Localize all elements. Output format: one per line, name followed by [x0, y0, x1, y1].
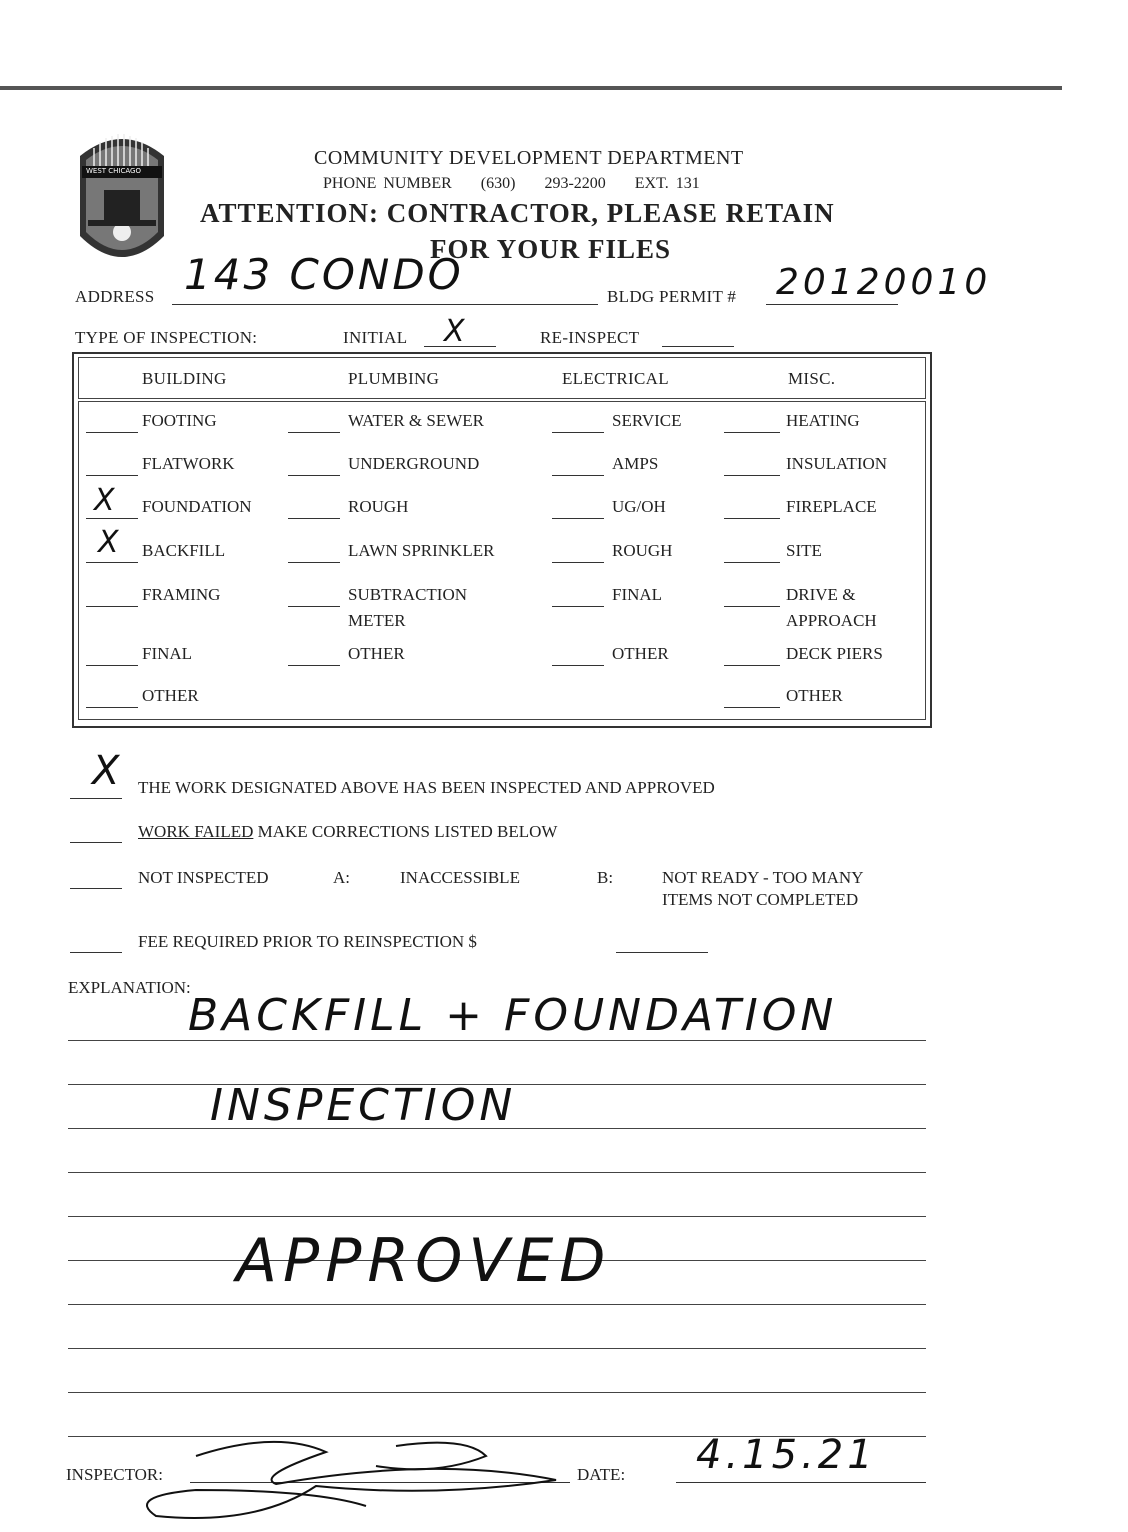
checkbox-flatwork[interactable]	[86, 475, 138, 476]
phone-label: PHONE NUMBER	[323, 175, 452, 192]
checkbox-misc-other[interactable]	[724, 707, 780, 708]
permit-label: BLDG PERMIT #	[607, 287, 737, 306]
item-amps: AMPS	[612, 454, 659, 473]
mark-foundation: X	[94, 483, 115, 518]
explanation-text-3: APPROVED	[236, 1226, 612, 1296]
item-plumbing-other: OTHER	[348, 644, 405, 663]
checkbox-insulation[interactable]	[724, 475, 780, 476]
checkbox-site[interactable]	[724, 562, 780, 563]
checkbox-amps[interactable]	[552, 475, 604, 476]
checkbox-building-final[interactable]	[86, 665, 138, 666]
checkbox-building-other[interactable]	[86, 707, 138, 708]
item-lawn-sprinkler: LAWN SPRINKLER	[348, 541, 495, 560]
inspector-signature	[136, 1436, 596, 1526]
column-electrical: ELECTRICAL	[562, 369, 669, 388]
item-fireplace: FIREPLACE	[786, 497, 877, 516]
address-line	[172, 304, 598, 305]
item-site: SITE	[786, 541, 822, 560]
initial-label: INITIAL	[343, 328, 408, 347]
checkbox-plumbing-rough[interactable]	[288, 518, 340, 519]
explanation-line-9	[68, 1392, 926, 1393]
checkbox-electrical-final[interactable]	[552, 606, 604, 607]
phone-number: 293-2200	[544, 175, 606, 192]
checkbox-work-failed[interactable]	[70, 842, 122, 843]
checkbox-footing[interactable]	[86, 432, 138, 433]
checkbox-approved[interactable]	[70, 798, 122, 799]
extension: EXT. 131	[634, 175, 700, 192]
checkbox-water-sewer[interactable]	[288, 432, 340, 433]
item-meter: METER	[348, 611, 406, 630]
item-heating: HEATING	[786, 411, 860, 430]
item-subtraction: SUBTRACTION	[348, 585, 468, 604]
failed-label: WORK FAILED	[138, 822, 254, 841]
explanation-line-8	[68, 1348, 926, 1349]
fee-text: FEE REQUIRED PRIOR TO REINSPECTION $	[138, 932, 477, 951]
mark-approved: X	[92, 748, 120, 794]
permit-line	[766, 304, 898, 305]
item-deck-piers: DECK PIERS	[786, 644, 883, 663]
permit-value: 20120010	[776, 262, 992, 303]
item-misc-other: OTHER	[786, 686, 843, 705]
item-service: SERVICE	[612, 411, 682, 430]
address-label: ADDRESS	[75, 287, 155, 306]
checkbox-foundation[interactable]	[86, 518, 138, 519]
item-framing: FRAMING	[142, 585, 221, 604]
failed-instruction: MAKE CORRECTIONS LISTED BELOW	[253, 822, 558, 841]
attention-line-2: FOR YOUR FILES	[430, 234, 672, 264]
fee-amount-line[interactable]	[616, 952, 708, 953]
item-electrical-other: OTHER	[612, 644, 669, 663]
item-backfill: BACKFILL	[142, 541, 226, 560]
logo-text: WEST CHICAGO	[86, 167, 141, 175]
item-building-other: OTHER	[142, 686, 199, 705]
inspector-label: INSPECTOR:	[66, 1465, 163, 1484]
checkbox-backfill[interactable]	[86, 562, 138, 563]
reinspect-line	[662, 346, 734, 347]
not-ready-text-2: ITEMS NOT COMPLETED	[662, 890, 859, 909]
top-border	[0, 86, 1062, 90]
item-underground: UNDERGROUND	[348, 454, 480, 473]
approved-text: THE WORK DESIGNATED ABOVE HAS BEEN INSPECTED AND APPROVED	[138, 778, 715, 797]
checkbox-fireplace[interactable]	[724, 518, 780, 519]
department-title: COMMUNITY DEVELOPMENT DEPARTMENT	[314, 147, 744, 169]
item-flatwork: FLATWORK	[142, 454, 235, 473]
city-logo-icon	[74, 128, 170, 278]
checkbox-plumbing-other[interactable]	[288, 665, 340, 666]
item-electrical-rough: ROUGH	[612, 541, 673, 560]
explanation-line-5	[68, 1216, 926, 1217]
option-b-label: B:	[597, 868, 614, 887]
item-electrical-final: FINAL	[612, 585, 663, 604]
checkbox-electrical-other[interactable]	[552, 665, 604, 666]
column-misc: MISC.	[788, 369, 836, 388]
item-building-final: FINAL	[142, 644, 193, 663]
not-inspected-text: NOT INSPECTED	[138, 868, 269, 887]
item-foundation: FOUNDATION	[142, 497, 252, 516]
initial-mark: X	[444, 314, 465, 349]
checkbox-framing[interactable]	[86, 606, 138, 607]
failed-text	[138, 819, 557, 845]
attention-line-1: ATTENTION: CONTRACTOR, PLEASE RETAIN	[200, 198, 835, 228]
date-line[interactable]	[676, 1482, 926, 1483]
reinspect-label: RE-INSPECT	[540, 328, 640, 347]
item-drive: DRIVE &	[786, 585, 856, 604]
checkbox-underground[interactable]	[288, 475, 340, 476]
address-value: 143 CONDO	[184, 250, 464, 299]
checkbox-lawn-sprinkler[interactable]	[288, 562, 340, 563]
mark-backfill: X	[98, 525, 119, 560]
checkbox-ug-oh[interactable]	[552, 518, 604, 519]
date-label: DATE:	[577, 1465, 626, 1484]
explanation-text-2: INSPECTION	[210, 1080, 517, 1131]
explanation-line-7	[68, 1304, 926, 1305]
explanation-text-1: BACKFILL + FOUNDATION	[188, 990, 838, 1041]
checkbox-deck-piers[interactable]	[724, 665, 780, 666]
checkbox-subtraction-meter[interactable]	[288, 606, 340, 607]
checkbox-not-inspected[interactable]	[70, 888, 122, 889]
phone-line	[323, 175, 722, 193]
checkbox-drive-approach[interactable]	[724, 606, 780, 607]
option-a-label: A:	[333, 868, 350, 887]
not-ready-text-1: NOT READY - TOO MANY	[662, 868, 864, 887]
explanation-label: EXPLANATION:	[68, 978, 191, 997]
checkbox-fee[interactable]	[70, 952, 122, 953]
item-water-sewer: WATER & SEWER	[348, 411, 484, 430]
item-ug-oh: UG/OH	[612, 497, 666, 516]
checkbox-service[interactable]	[552, 432, 604, 433]
column-building: BUILDING	[142, 369, 227, 388]
item-insulation: INSULATION	[786, 454, 888, 473]
item-footing: FOOTING	[142, 411, 217, 430]
area-code: (630)	[480, 175, 516, 192]
inspection-type-label: TYPE OF INSPECTION:	[75, 328, 258, 347]
item-approach: APPROACH	[786, 611, 877, 630]
explanation-line-4	[68, 1172, 926, 1173]
checkbox-electrical-rough[interactable]	[552, 562, 604, 563]
date-value: 4.15.21	[696, 1432, 877, 1478]
inaccessible-text: INACCESSIBLE	[400, 868, 520, 887]
item-plumbing-rough: ROUGH	[348, 497, 409, 516]
column-plumbing: PLUMBING	[348, 369, 440, 388]
checkbox-heating[interactable]	[724, 432, 780, 433]
